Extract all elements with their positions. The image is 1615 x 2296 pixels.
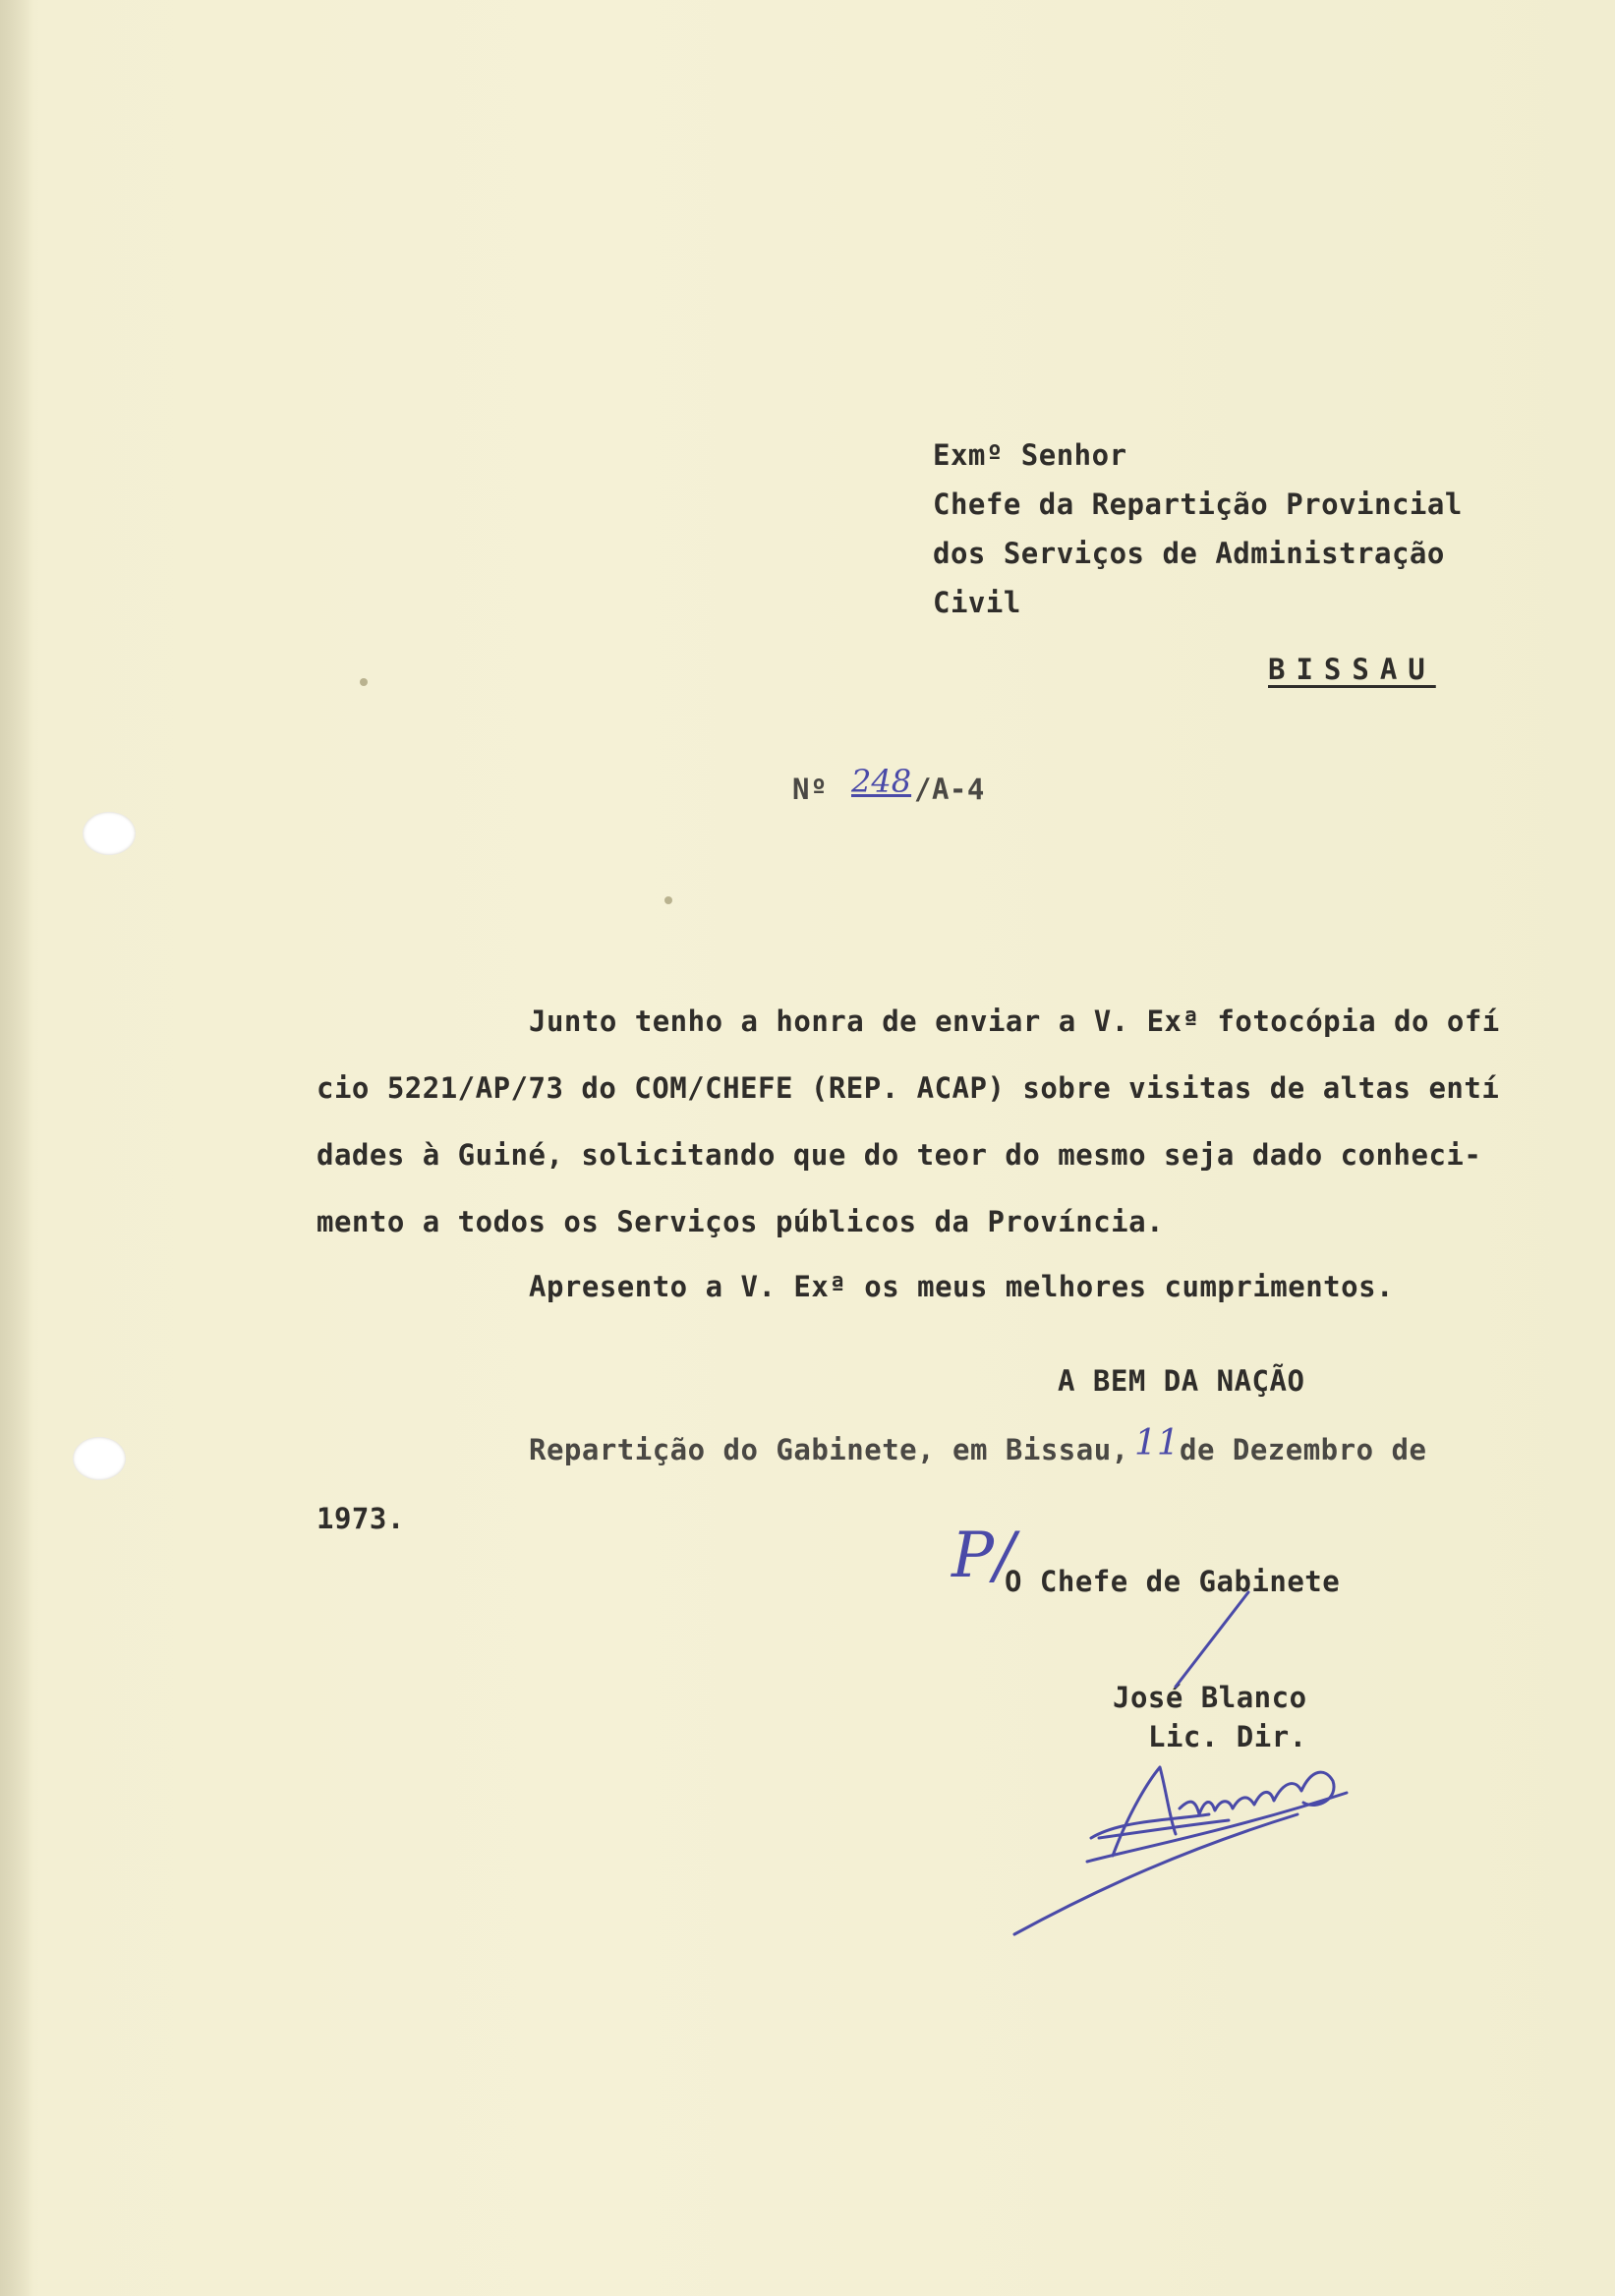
addressee-line-1: Chefe da Repartição Provincial	[933, 488, 1463, 521]
body-paragraph-1-line-1: Junto tenho a honra de enviar a V. Exª fotocópia do ofí	[529, 1004, 1500, 1038]
signature-handwritten-prefix: P/	[952, 1520, 1015, 1592]
signature-name: José Blanco	[1113, 1681, 1307, 1714]
reference-prefix: Nº	[792, 773, 828, 806]
addressee-line-3: Civil	[933, 586, 1021, 619]
addressee-city: BISSAU	[1268, 653, 1436, 686]
signature-title: O Chefe de Gabinete	[1005, 1565, 1341, 1598]
closing-motto: A BEM DA NAÇÃO	[1058, 1364, 1305, 1398]
body-paragraph-2: Apresento a V. Exª os meus melhores cumprimentos.	[529, 1270, 1395, 1303]
closing-place-date-pre: Repartição do Gabinete, em Bissau,	[529, 1433, 1129, 1466]
closing-place-date-post: de Dezembro de	[1180, 1433, 1427, 1466]
body-paragraph-1-line-2: cio 5221/AP/73 do COM/CHEFE (REP. ACAP) sobre visitas de altas entí	[317, 1071, 1500, 1105]
reference-handwritten-number: 248	[851, 763, 912, 800]
body-paragraph-1-line-4: mento a todos os Serviços públicos da Província.	[317, 1205, 1165, 1238]
addressee-salutation: Exmº Senhor	[933, 438, 1127, 472]
body-paragraph-1-line-3: dades à Guiné, solicitando que do teor do mesmo seja dado conheci-	[317, 1138, 1482, 1172]
signature-qualification: Lic. Dir.	[1148, 1720, 1307, 1753]
reference-suffix: /A-4	[914, 773, 985, 806]
addressee-line-2: dos Serviços de Administração	[933, 537, 1445, 570]
closing-handwritten-day: 11	[1134, 1423, 1180, 1464]
closing-year: 1973.	[317, 1502, 405, 1535]
